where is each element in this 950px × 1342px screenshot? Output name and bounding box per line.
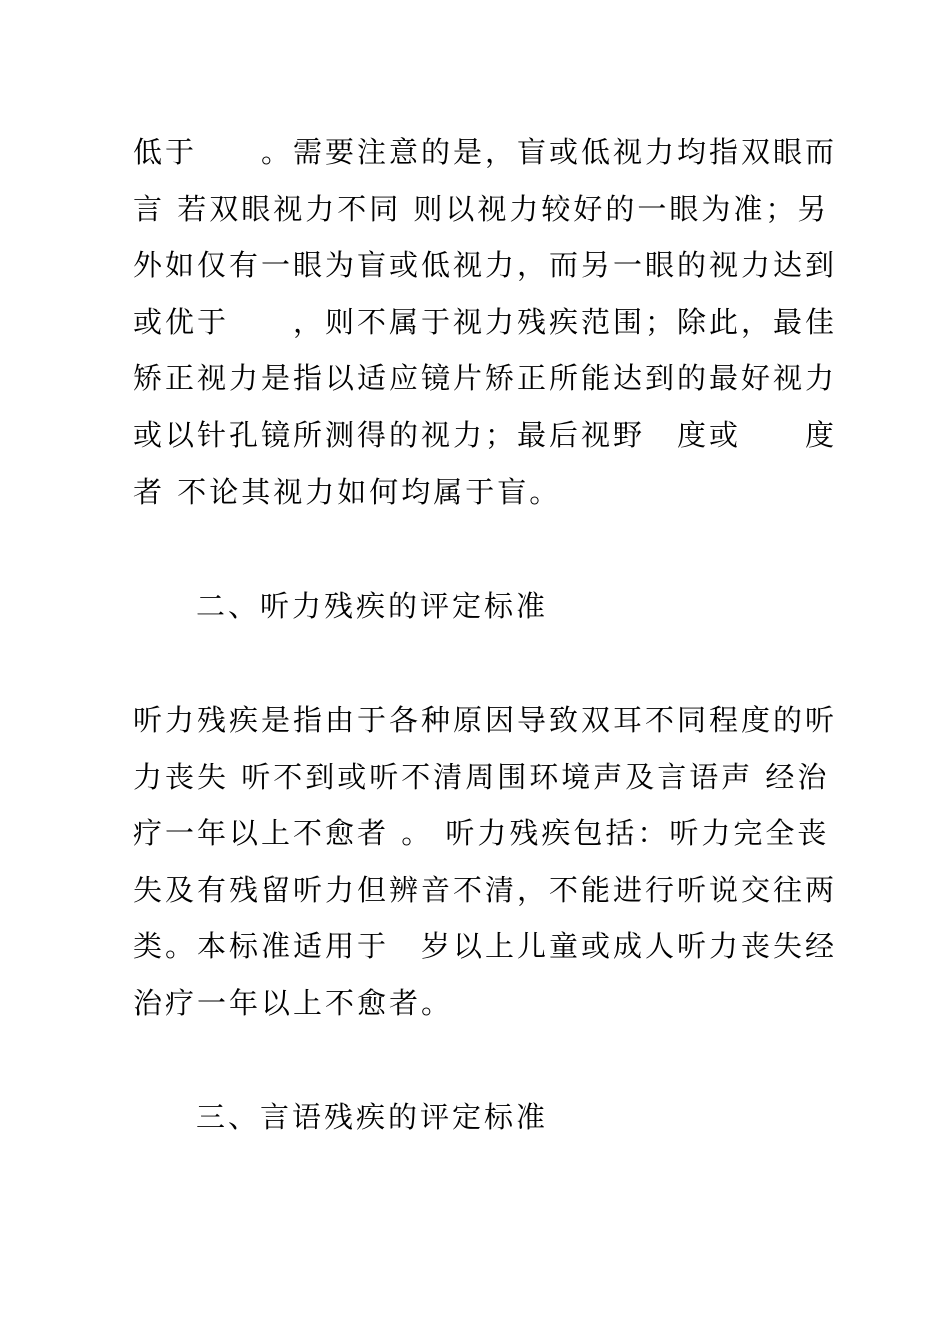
section-heading-speech: 三、言语残疾的评定标准 [196,1100,549,1134]
paragraph-2-line-4: 失及有残留听力但辨音不清，不能进行听说交往两 [133,873,838,907]
paragraph-2-line-5: 类。本标准适用于 岁以上儿童或成人听力丧失经 [133,929,838,963]
paragraph-1-line-1: 低于 。需要注意的是，盲或低视力均指双眼而 [133,135,838,169]
paragraph-2-line-1: 听力残疾是指由于各种原因导致双耳不同程度的听 [133,703,838,737]
paragraph-1-line-7: 者 不论其视力如何均属于盲。 [133,475,562,509]
paragraph-2-line-2: 力丧失 听不到或听不清周围环境声及言语声 经治 [133,760,830,794]
paragraph-1-line-3: 外如仅有一眼为盲或低视力，而另一眼的视力达到 [133,248,838,282]
paragraph-1-line-5: 矫正视力是指以适应镜片矫正所能达到的最好视力 [133,361,838,395]
paragraph-2-line-3: 疗一年以上不愈者 。 听力残疾包括：听力完全丧 [133,816,830,850]
paragraph-1-line-2: 言 若双眼视力不同 则以视力较好的一眼为准；另 [133,192,830,226]
paragraph-2-line-6: 治疗一年以上不愈者。 [133,986,454,1020]
paragraph-1-line-6: 或以针孔镜所测得的视力；最后视野 度或 度 [133,418,838,452]
paragraph-1-line-4: 或优于 ，则不属于视力残疾范围；除此，最佳 [133,305,838,339]
section-heading-hearing: 二、听力残疾的评定标准 [196,589,549,623]
